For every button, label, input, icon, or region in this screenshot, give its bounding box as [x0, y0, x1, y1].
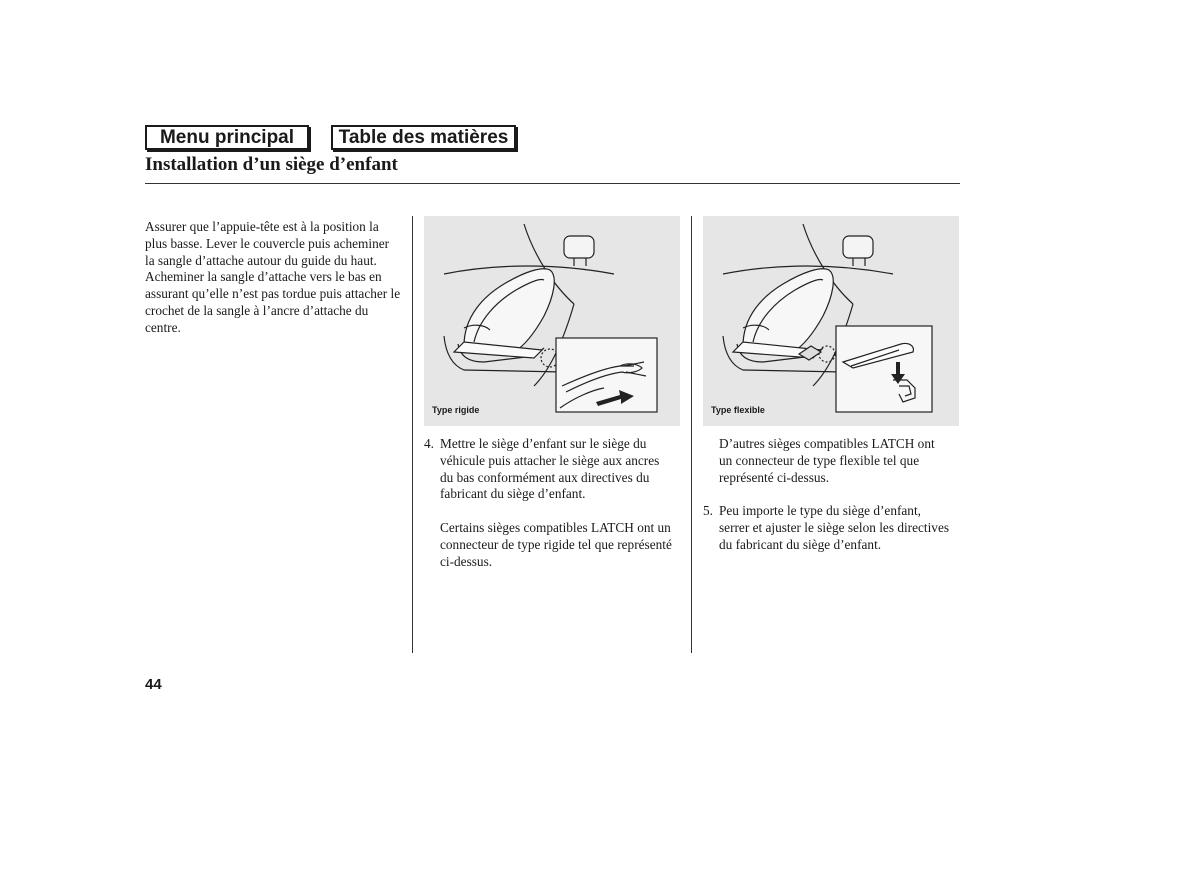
title-divider — [145, 183, 960, 184]
figure-caption: Type flexible — [711, 405, 765, 415]
step-5 — [703, 503, 959, 563]
flexible-connector-illustration — [703, 216, 959, 426]
column-divider — [691, 216, 692, 653]
step-text: Mettre le siège d’enfant sur le siège du véhicule puis attacher le siège aux ancres du bas conformément aux directives du fabricant du siège d’enfant. — [440, 436, 660, 502]
step-number: 5. — [703, 503, 713, 518]
figure-caption: Type rigide — [432, 405, 480, 415]
page-title: Installation d’un siège d’enfant — [145, 154, 398, 175]
rigid-connector-drawing — [424, 216, 680, 426]
rigid-connector-illustration — [424, 216, 680, 426]
flexible-type-note: D’autres sièges compatibles LATCH ont un connecteur de type flexible tel que représenté ci-dessus. — [719, 436, 935, 485]
step-number: 4. — [424, 436, 434, 451]
rigid-type-note: Certains sièges compatibles LATCH ont un connecteur de type rigide tel que représenté ci-dessus. — [440, 520, 672, 569]
column-divider — [412, 216, 413, 653]
step-text: Peu importe le type du siège d’enfant, serrer et ajuster le siège selon les directives du fabricant du siège d’enfant. — [719, 503, 950, 552]
page-number: 44 — [145, 676, 162, 693]
table-of-contents-button[interactable]: Table des matières — [331, 125, 516, 150]
main-menu-button[interactable]: Menu principal — [145, 125, 309, 150]
intro-paragraph: Assurer que l’appuie-tête est à la position la plus basse. Lever le couvercle puis acheminer la sangle d’attache autour du guide du haut. Acheminer la sangle d’attache vers le bas en assurant qu’elle n’est pas tordue puis attacher le crochet de la sangle à l’ancre d’attache du centre. — [145, 219, 401, 335]
flexible-connector-drawing — [703, 216, 959, 426]
